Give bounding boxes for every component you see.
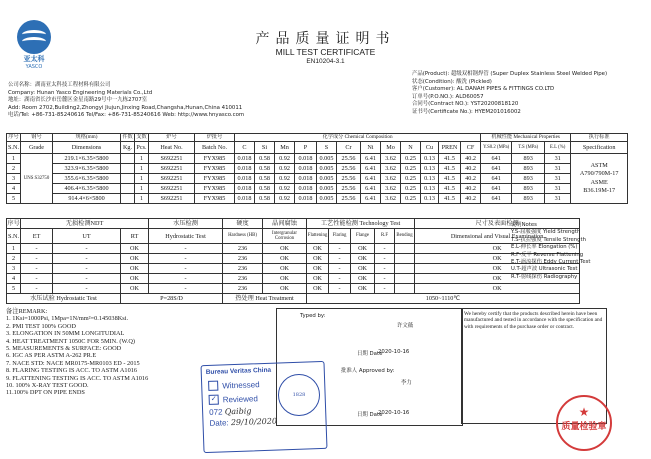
row1-n: 0.25	[401, 154, 421, 164]
t2-r1-flange: OK	[351, 244, 375, 254]
h-batch-cn: 炉批号	[195, 134, 235, 142]
t2-h-flat: Flattening	[307, 229, 329, 244]
row2-c: 0.018	[235, 164, 255, 174]
t2-h-rt: RT	[121, 229, 149, 244]
hydro-value: P=28S/D	[121, 294, 223, 304]
note-et: E.T-涡流探伤 Eddy Current Test	[511, 259, 591, 266]
t2-r3-flar: -	[329, 264, 351, 274]
t2-h-tech: 工艺性能检测 Technology Test	[307, 219, 415, 229]
t2-r3-flange: OK	[351, 264, 375, 274]
row1-pren: 41.5	[439, 154, 461, 164]
composition-table	[6, 133, 628, 204]
row5-dim: 914.4×6×5800	[53, 194, 121, 204]
h-sn-cn: 序号	[8, 134, 19, 140]
t2-r3-et: -	[21, 264, 53, 274]
t2-r2-sn: 2	[7, 254, 21, 264]
t2-h-hard-cn: 硬度	[223, 219, 263, 229]
h-mn: Mn	[275, 142, 295, 154]
t2-h-igc-cn: 晶间腐蚀	[263, 219, 307, 229]
t2-r3-hydro: -	[149, 264, 223, 274]
row4-ni: 6.41	[361, 184, 381, 194]
row1-c: 0.018	[235, 154, 255, 164]
t2-r4-flar: -	[329, 274, 351, 284]
t2-r1-rt: OK	[121, 244, 149, 254]
row4-n: 0.25	[401, 184, 421, 194]
t2-h-bend: Bending	[395, 229, 415, 244]
row4-pren: 41.5	[439, 184, 461, 194]
row4-c: 0.018	[235, 184, 255, 194]
witnessed-checkbox-icon	[208, 381, 218, 391]
h-grade-cn: 钢号	[21, 134, 53, 142]
row5-cu: 0.13	[421, 194, 439, 204]
h-n: N	[401, 142, 421, 154]
row2-s: 0.005	[317, 164, 337, 174]
t2-r1-et: -	[21, 244, 53, 254]
row4-pcs: 1	[135, 184, 149, 194]
row4-s: 0.005	[317, 184, 337, 194]
typed-by-label: Typed by:	[300, 313, 326, 319]
t2-r4-igc: OK	[263, 274, 307, 284]
row3-mn: 0.92	[275, 174, 295, 184]
t2-r2-flat: OK	[307, 254, 329, 264]
t2-r4-flat: OK	[307, 274, 329, 284]
row5-el: 31	[545, 194, 571, 204]
certificate-number: 证书号(Certificate No.): HYEM201016002	[412, 108, 521, 115]
t2-r5-hydro: -	[149, 284, 223, 294]
h-kg-cn: 件数	[122, 134, 133, 140]
row4-mo: 3.62	[381, 184, 401, 194]
h-batch: Batch No.	[195, 142, 235, 154]
row2-cf: 40.2	[461, 164, 481, 174]
row4-cf: 40.2	[461, 184, 481, 194]
t2-r1-flar: -	[329, 244, 351, 254]
date2-label: 日期 Date	[357, 412, 383, 418]
t2-r3-ut: -	[53, 264, 121, 274]
t2-r1-igc: OK	[263, 244, 307, 254]
row5-kg	[121, 194, 135, 204]
row4-p: 0.018	[295, 184, 317, 194]
row3-ni: 6.41	[361, 174, 381, 184]
row3-batch: FYX985	[195, 174, 235, 184]
company-info	[8, 82, 244, 120]
notes-legend	[511, 222, 590, 281]
row2-si: 0.58	[255, 164, 275, 174]
note-rf: R.F-反平 Reverse Flattening	[511, 251, 584, 258]
t2-r2-igc: OK	[263, 254, 307, 264]
row3-pcs: 1	[135, 174, 149, 184]
company-address-cn: 地址：湖南省长沙市岳麓区金星南路29号中一九栋2707室	[8, 97, 148, 104]
t2-h-dim-cn: 尺寸及表面检测	[415, 219, 580, 229]
t2-h-hydro-cn: 水压检测	[149, 219, 223, 229]
row4-dim: 406.4×6.35×5800	[53, 184, 121, 194]
t2-h-flar: Flaring	[329, 229, 351, 244]
t2-r4-rt: OK	[121, 274, 149, 284]
row4-el: 31	[545, 184, 571, 194]
t2-r4-et: -	[21, 274, 53, 284]
h-spec-cn: 执行标准	[571, 134, 628, 142]
notes-title: 说明Notes	[511, 222, 537, 228]
t2-r1-ut: -	[53, 244, 121, 254]
note-ts: T.S-抗拉强度 Tensile Strength	[511, 236, 586, 243]
spec-line-1: ASTM	[590, 161, 608, 169]
row3-sn: 3	[7, 174, 21, 184]
row3-mo: 3.62	[381, 174, 401, 184]
grade-cell: UNS S32750	[21, 154, 53, 204]
t2-r4-hard: 236	[223, 274, 263, 284]
remark-5: 5. MEASUREMENTS & SURFACE: GOOD	[6, 345, 122, 353]
t2-r2-et: -	[21, 254, 53, 264]
t2-h-sn: S.N.	[7, 229, 21, 244]
row1-dim: 219.1×6.35×5800	[53, 154, 121, 164]
reviewed-checkbox-icon: ✓	[209, 395, 219, 405]
t2-r3-bend	[395, 264, 415, 274]
t2-r5-flange: OK	[351, 284, 375, 294]
row5-sn: 5	[7, 194, 21, 204]
row5-ys: 641	[481, 194, 512, 204]
row5-cf: 40.2	[461, 194, 481, 204]
h-spec: Specification	[571, 142, 628, 154]
t2-r2-rt: OK	[121, 254, 149, 264]
h-c: C	[235, 142, 255, 154]
row4-mn: 0.92	[275, 184, 295, 194]
title-cn: 产品质量证明书	[255, 31, 396, 47]
t2-r5-flat: OK	[307, 284, 329, 294]
row3-c: 0.018	[235, 174, 255, 184]
row5-c: 0.018	[235, 194, 255, 204]
company-address-en: Add: Room 2702,Building2,Zhongyi Jiujun,Jinxing Road,Changsha,Hunan,China 410011	[8, 104, 243, 111]
bv-reviewed-label: Reviewed	[222, 393, 258, 404]
spec-line-2: A790/790M-17	[579, 170, 619, 177]
t2-r5-rf: -	[375, 284, 395, 294]
t2-r4-flange: OK	[351, 274, 375, 284]
t2-r2-flange: OK	[351, 254, 375, 264]
h-ts: T.S (MPa)	[512, 142, 545, 154]
row5-batch: FYX985	[195, 194, 235, 204]
spec-line-3: ASME	[590, 178, 608, 186]
h-ys: Y.S0.2 (MPa)	[481, 142, 512, 154]
row3-n: 0.25	[401, 174, 421, 184]
t2-h-sn-cn: 序号	[7, 220, 20, 227]
row1-el: 31	[545, 154, 571, 164]
t2-h-rf: R.F	[375, 229, 395, 244]
row3-cu: 0.13	[421, 174, 439, 184]
remark-7: 7. NACE STD: NACE MR0175-MR0103 ED - 2015	[6, 359, 140, 367]
logo-en: YASCO	[25, 64, 43, 70]
h-p: P	[295, 142, 317, 154]
h-pcs: Pcs.	[135, 142, 149, 154]
t2-r5-sn: 5	[7, 284, 21, 294]
row4-si: 0.58	[255, 184, 275, 194]
row3-el: 31	[545, 174, 571, 184]
row1-si: 0.58	[255, 154, 275, 164]
t2-r3-sn: 3	[7, 264, 21, 274]
remark-10: 10. 100% X-RAY TEST GOOD.	[6, 382, 89, 390]
company-contact: 电话/Tel: +86-731-85240616 Tel/Fax: +86-731-85240616 Web: http://www.hnyasco.com	[8, 112, 245, 119]
row2-el: 31	[545, 164, 571, 174]
row2-kg	[121, 164, 135, 174]
row5-p: 0.018	[295, 194, 317, 204]
row2-pren: 41.5	[439, 164, 461, 174]
t2-r3-dimvis: OK	[415, 264, 580, 274]
h-grade: Grade	[21, 142, 53, 154]
bv-title: Bureau Veritas China	[205, 366, 272, 377]
row5-pcs: 1	[135, 194, 149, 204]
h-cr: Cr	[337, 142, 361, 154]
h-ni: Ni	[361, 142, 381, 154]
t2-r2-rf: -	[375, 254, 395, 264]
row5-ts: 893	[512, 194, 545, 204]
t2-r3-igc: OK	[263, 264, 307, 274]
row2-sn: 2	[7, 164, 21, 174]
t2-r5-hard: 236	[223, 284, 263, 294]
hydro-label: 水压试验 Hydrostatic Test	[7, 294, 121, 304]
row1-cr: 25.56	[337, 154, 361, 164]
row2-cr: 25.56	[337, 164, 361, 174]
bv-date: 29/10/2020	[230, 416, 278, 428]
t2-r1-hard: 236	[223, 244, 263, 254]
title-standard: EN10204-3.1	[306, 58, 345, 65]
quality-seal	[556, 395, 612, 451]
row4-ys: 641	[481, 184, 512, 194]
row1-mo: 3.62	[381, 154, 401, 164]
row2-ni: 6.41	[361, 164, 381, 174]
row1-mn: 0.92	[275, 154, 295, 164]
remark-11: 11.100% DPT ON PIPE ENDS	[6, 389, 85, 397]
row1-cu: 0.13	[421, 154, 439, 164]
row1-p: 0.018	[295, 154, 317, 164]
row3-kg	[121, 174, 135, 184]
row3-s: 0.005	[317, 174, 337, 184]
remark-4: 4. HEAT TREATMENT 1050C FOR 5MIN. (W.Q)	[6, 337, 136, 345]
h-dim-cn: 规格(mm)	[53, 134, 121, 142]
product-info	[412, 71, 607, 117]
remark-1: 1. 1Ksi=1000Psi, 1Mpa=1N/mm²=0.145038Ksi.	[6, 315, 129, 323]
row4-sn: 4	[7, 184, 21, 194]
h-el: E.L (%)	[545, 142, 571, 154]
company-name-en: Company: Hunan Yasco Engineering Materials Co.,Ltd	[8, 89, 153, 96]
t2-r2-hard: 236	[223, 254, 263, 264]
note-ut: U.T-超声波 Ultrasonic Test	[511, 266, 578, 273]
t2-h-et: ET	[21, 229, 53, 244]
t2-r4-ut: -	[53, 274, 121, 284]
t2-r2-hydro: -	[149, 254, 223, 264]
date1-value: 2020-10-16	[378, 349, 410, 355]
remark-3: 3. ELONGATION IN 50MM LONGITUDIAL	[6, 330, 125, 338]
spec-line-4: B36.19M-17	[583, 187, 616, 194]
h-sn: S.N.	[7, 142, 21, 154]
row5-n: 0.25	[401, 194, 421, 204]
bv-date-label: Date:	[209, 418, 229, 428]
h-pcs-cn: 支数	[136, 134, 147, 140]
t2-r1-rf: -	[375, 244, 395, 254]
h-heat: Heat No.	[149, 142, 195, 154]
row5-ni: 6.41	[361, 194, 381, 204]
row2-batch: FYX985	[195, 164, 235, 174]
row2-ys: 641	[481, 164, 512, 174]
note-ys: Y.S-屈服强度 Yield Strength	[511, 229, 581, 236]
row2-mo: 3.62	[381, 164, 401, 174]
row2-pcs: 1	[135, 164, 149, 174]
row2-cu: 0.13	[421, 164, 439, 174]
row2-mn: 0.92	[275, 164, 295, 174]
t2-r5-rt: OK	[121, 284, 149, 294]
seal-star-icon: ★	[578, 405, 590, 419]
row3-heat: S692251	[149, 174, 195, 184]
remark-6: 6. IGC AS PER ASTM A-262 PR.E	[6, 352, 97, 360]
t2-r2-flar: -	[329, 254, 351, 264]
t2-h-igc: Intergranular Corrosion	[263, 229, 307, 244]
heat-label: 热处理 Heat Treatment	[223, 294, 307, 304]
row1-kg	[121, 154, 135, 164]
spec-cell	[571, 154, 628, 204]
date2-value: 2020-10-16	[378, 410, 410, 416]
row1-pcs: 1	[135, 154, 149, 164]
h-pren: PREN	[439, 142, 461, 154]
h-dim: Dimensions	[53, 142, 121, 154]
heat-value: 1050~1110℃	[307, 294, 580, 304]
t2-r4-rf: -	[375, 274, 395, 284]
row1-cf: 40.2	[461, 154, 481, 164]
order-number: 订单号(P.O.NO.): ALD60057	[412, 93, 484, 100]
certification-statement: We hereby certify that the products described herein have been manufactured and tested in accordance with the specification and with requirements of the purchase order or contract.	[461, 308, 607, 424]
bv-witnessed-label: Witnessed	[222, 379, 260, 390]
row4-kg	[121, 184, 135, 194]
date1-label: 日期 Date	[357, 351, 383, 357]
row1-ys: 641	[481, 154, 512, 164]
t2-r1-bend	[395, 244, 415, 254]
approved-by-name: 李力	[401, 380, 412, 386]
row1-ni: 6.41	[361, 154, 381, 164]
t2-r2-bend	[395, 254, 415, 264]
row3-ys: 641	[481, 174, 512, 184]
row5-heat: S692251	[149, 194, 195, 204]
t2-r5-igc: OK	[263, 284, 307, 294]
remarks-title: 备注REMARK:	[6, 308, 48, 315]
t2-r5-bend	[395, 284, 415, 294]
row3-dim: 355.6×6.35×5800	[53, 174, 121, 184]
bv-num: 072	[208, 407, 223, 417]
row4-ts: 893	[512, 184, 545, 194]
t2-r1-sn: 1	[7, 244, 21, 254]
row2-p: 0.018	[295, 164, 317, 174]
t2-h-ut: UT	[53, 229, 121, 244]
note-rt: R.T-射线探伤 Radiography	[511, 273, 578, 280]
h-si: Si	[255, 142, 275, 154]
note-el: E.L-伸长率 Elongation (%)	[511, 244, 578, 251]
remark-8: 8. FLARING TESTING IS ACC. TO ASTM A1016	[6, 367, 138, 375]
row4-batch: FYX985	[195, 184, 235, 194]
t2-r1-hydro: -	[149, 244, 223, 254]
row4-heat: S692251	[149, 184, 195, 194]
row1-sn: 1	[7, 154, 21, 164]
row4-cr: 25.56	[337, 184, 361, 194]
row2-n: 0.25	[401, 164, 421, 174]
remark-2: 2. PMI TEST 100% GOOD	[6, 322, 76, 330]
t2-r2-ut: -	[53, 254, 121, 264]
row1-batch: FYX985	[195, 154, 235, 164]
row5-mo: 3.62	[381, 194, 401, 204]
t2-r3-flat: OK	[307, 264, 329, 274]
h-cu: Cu	[421, 142, 439, 154]
t2-h-flange: Flange	[351, 229, 375, 244]
row5-cr: 25.56	[337, 194, 361, 204]
h-cf: CF	[461, 142, 481, 154]
t2-r4-dimvis: OK	[415, 274, 580, 284]
row3-ts: 893	[512, 174, 545, 184]
t2-r5-dimvis: OK	[415, 284, 580, 294]
h-s: S	[317, 142, 337, 154]
row1-s: 0.005	[317, 154, 337, 164]
t2-r1-dimvis: OK	[415, 244, 580, 254]
row3-cr: 25.56	[337, 174, 361, 184]
h-kg: Kg.	[121, 142, 135, 154]
product-name: 产品(Product): 超级双相钢焊管 (Super Duplex Stainless Steel Welded Pipe)	[412, 71, 608, 77]
t2-r4-bend	[395, 274, 415, 284]
t2-r3-hard: 236	[223, 264, 263, 274]
logo-cn: 亚太科	[23, 55, 45, 63]
customer: 客户(Customer): AL DANAH PIPES & FITTINGS CO.LTD	[412, 86, 555, 93]
t2-r4-hydro: -	[149, 274, 223, 284]
h-heat-cn: 炉号	[149, 134, 195, 142]
row3-p: 0.018	[295, 174, 317, 184]
t2-r2-dimvis: OK	[415, 254, 580, 264]
row5-mn: 0.92	[275, 194, 295, 204]
bv-round-seal-icon: 1828	[278, 374, 320, 416]
row3-si: 0.58	[255, 174, 275, 184]
remark-9: 9. FLATTENING TESTING IS ACC. TO ASTM A1016	[6, 374, 149, 382]
row1-heat: S692251	[149, 154, 195, 164]
t2-r3-rt: OK	[121, 264, 149, 274]
contract-number: 合同号(Contract NO.): YST20200818120	[412, 101, 519, 108]
row1-ts: 893	[512, 154, 545, 164]
row5-pren: 41.5	[439, 194, 461, 204]
t2-r5-et: -	[21, 284, 53, 294]
row2-heat: S692251	[149, 164, 195, 174]
h-mo: Mo	[381, 142, 401, 154]
seal-text: 质量检验章	[561, 422, 607, 432]
row3-pren: 41.5	[439, 174, 461, 184]
typed-by-name: 许文薇	[397, 323, 414, 329]
company-name-cn: 公司名称：湖南亚太科技工程材料有限公司	[8, 82, 111, 88]
row2-ts: 893	[512, 164, 545, 174]
t2-h-hydro: Hydrostatic Test	[149, 229, 223, 244]
title-en: MILL TEST CERTIFICATE	[275, 47, 376, 57]
row2-dim: 323.9×6.35×5800	[53, 164, 121, 174]
t2-h-dimvis: Dimensional and Visual Examination	[415, 229, 580, 244]
row4-cu: 0.13	[421, 184, 439, 194]
h-mech: 机械性能 Mechanical Properties	[481, 134, 571, 142]
t2-r1-flat: OK	[307, 244, 329, 254]
t2-h-hard: Hardness (HB)	[223, 229, 263, 244]
t2-r3-rf: -	[375, 264, 395, 274]
row5-s: 0.005	[317, 194, 337, 204]
t2-r5-flar: -	[329, 284, 351, 294]
product-condition: 状态(Condition): 酸洗 (Pickled)	[412, 78, 492, 85]
t2-r5-ut: -	[53, 284, 121, 294]
approved-by-label: 批准人 Approved by:	[341, 368, 395, 374]
row3-cf: 40.2	[461, 174, 481, 184]
bv-signature: Qaibig	[224, 406, 252, 417]
t2-h-ndt: 无损检测NDT	[21, 219, 149, 229]
h-chem: 化学成分 Chemical Composition	[235, 134, 481, 142]
t2-r4-sn: 4	[7, 274, 21, 284]
row5-si: 0.58	[255, 194, 275, 204]
